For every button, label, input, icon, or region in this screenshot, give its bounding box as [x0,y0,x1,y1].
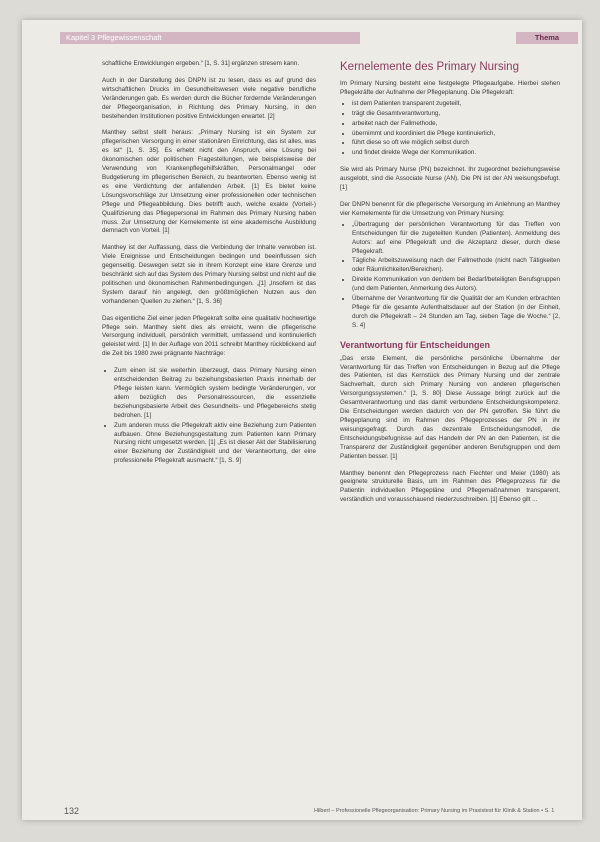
list-item: • Tägliche Arbeitszuweisung nach der Fallmethode (nicht nach Tätigkeiten oder Räumlichkeiten/Bereichen). [352,257,560,275]
paragraph: Manthey selbst stellt heraus: „Primary Nursing ist ein System zur pflegerischen Versorgung in einer stationären Einrichtung, das ist alles, was es ist“ [1, S. 35]. Es erhebt nicht den Anspruch, eine Lösung bei ökonomischen oder politischen Fragestellungen, wie beispielsweise der Verwendung von Krankenpflegehilfskräften, Personalmangel oder Budgetierung im pflegerischen Bereich, zu beantworten. Ebenso wenig ist es eine Verdichtung der anfallenden Arbeit. [1] Es bietet keine Lösungsvorschläge zur Umsetzung einer professionellen oder technischen Pflege und Pflegeabbildung. Dies betrifft auch, welche exakte (Vorteil-) Qualifizierung das Pflegepersonal im Rahmen des Primary Nursing haben muss. Zur Umsetzung der Kernelemente ist eine akademische Ausbildung demnach von Vorteil. [1] [102,129,316,235]
page-number: 132 [64,806,80,816]
paragraph: Im Primary Nursing besteht eine festgelegte Pflegeaufgabe. Hierbei stehen Pflegekräfte der Aufnahme der Pflegeplanung. Die Pflegekraft: [340,80,560,96]
list-item: • Übernahme der Verantwortung für die Qualität der am Kunden erbrachten Pflege für die gesamte Aufenthaltsdauer auf der Station (in der Einheit, durch die Pflegekraft – 24 Stunden am Tag, sieben Tage die Woche.“ [2, S. 4] [352,295,560,331]
paragraph: Auch in der Darstellung des DNPN ist zu lesen, dass es auf grund des wirtschaftlichen Drucks im Gesundheitswesen viele negative berufliche Veränderungen gab. Es werden durch die Bücher fordernde Veränderungen der Pflegeorganisation, in Richtung des Primary Nursing, in den bestehenden Institutionen positive Entwicklungen erwartet. [2] [102,76,316,120]
header-bar [22,32,582,44]
paragraph: „Das erste Element, die persönliche persönliche Übernahme der Verantwortung für das Treffen von Entscheidungen in Bezug auf die Pflege des Patienten, ist das Kernstück des Primary Nursing und der zentrale Sachverhalt, durch sich Primary Nursing von anderen pflegerischen Versorgungssystemen.“ [1, S. 80] Diese Aussage bringt zurück auf die Gesamtverantwortung und das damit verbundene Entscheidungskompetenz. Die Entscheidungen werden dadurch von der PN getroffen. Sie führt die Pflegeplanung sind im Rahmen des Pflegeprozesses der PN in ihr weisungsgefragt. Durch das dezentrale Entscheidungsmodell, die Entscheidungsbefugnisse auf das Handeln der PN an den Patienten, ist die Transparenz der Zuständigkeit gegenüber anderen Berufsgruppen und dem Patienten besser. [1] [340,354,560,460]
paragraph: Manthey benennt den Pflegeprozess nach Fiechter und Meier (1980) als geeignete strukturelle Basis, um im Rahmen des Pflegeprozess für die Patientin individuellen Pflegepläne und Pflegemaßnahmen transparent, verständlich und vorausschauend niederzuschreiben. [1] Ebenso gilt ... [340,469,560,504]
paragraph: Das eigentliche Ziel einer jeden Pflegekraft sollte eine qualitativ hochwertige Pflege sein. Manthey sieht dies als erreicht, wenn die pflegerische Versorgung individuell, persönlich vermittelt, umfassend und kontinuierlich geleistet wird. [1] In der Auflage von 2011 schreibt Manthey rückblickend auf die Zeit bis 1980 zwei prägnante Nachträge: [102,314,316,358]
bullet-list [340,100,560,158]
paragraph: Manthey ist der Auffassung, dass die Verbindung der Inhalte verwoben ist. Viele Ereignisse und Entscheidungen bedingen und beeinflussen sich gegenseitig. Deswegen setzt sie in ihrem Konzept eine klare Grenze und beschränkt sich auf das System des Primary Nursing selbst und nicht auf die politischen und ökonomischen Rahmenbedingungen. „[1] „Insofern ist das System darauf hin angelegt, den größtmöglichen Nutzen aus den vorhandenen Quellen zu ziehen.“ [1, S. 36] [102,244,316,305]
footer-text: Hilbert – Professionelle Pflegeorganisation: Primary Nursing im Praxistest für Klinik & Station • S. 1 [314,808,555,814]
theme-label: Thema [516,32,578,44]
list-item: • und findet direkte Wege der Kommunikation. [352,149,560,158]
list-item: • Zum anderen muss die Pflegekraft aktiv eine Beziehung zum Patienten aufbauen. Ohne Beziehungsgestaltung zum Patienten kann Primary Nursing nicht umgesetzt werden. [1] „Es ist dieser Akt der Stabilisierung einer Beziehung der Zuständigkeit und der Verantwortung, der eine professionelle Pflegekraft ausmacht.“ [1, S. 9] [114,422,316,467]
list-item: • Direkte Kommunikation von der/dem bei Bedarf/beteiligten Berufsgruppen (und dem Patienten, Anmerkung des Autors). [352,276,560,294]
paragraph: Sie wird als Primary Nurse (PN) bezeichnet. Ihr zugeordnet beziehungsweise ausgelobt, sind die Associate Nurse (AN). Die PN ist der AN weisungsbefugt. [1] [340,166,560,192]
list-item: • ist dem Patienten transparent zugeteilt, [352,100,560,109]
document-page [22,20,582,820]
list-item: • führt diese so oft wie möglich selbst durch [352,139,560,148]
paragraph: schaftliche Entwicklungen ergeben.“ [1, S. 31] ergänzen stresem kann. [102,60,300,67]
list-item: • übernimmt und koordiniert die Pflege kontinuierlich, [352,130,560,139]
list-item: • trägt die Gesamtverantwortung, [352,110,560,119]
paragraph: Der DNPN benennt für die pflegerische Versorgung im Anlehnung an Manthey vier Kernelemente für die Umsetzung von Primary Nursing: [340,200,560,217]
subsection-heading: Verantwortung für Entscheidungen [340,339,491,350]
bullet-list [340,221,560,331]
bullet-list [102,367,316,466]
list-item: • Zum einen ist sie weiterhin überzeugt, dass Primary Nursing einen entscheidenden Beitrag zu beziehungsbasierten Praxis innerhalb der Pflege leisten kann. Vermöglich system bedingte Veränderungen, vor allem bezüglich des Personalressourcen, die essenzielle beziehungsbasierte Arbeit des Gesundheits- und Pflegebereichs stetig bedrohen. [1] [114,367,316,420]
section-label: Kapitel 3 Pflegewissenschaft [60,32,360,44]
list-item: • arbeitet nach der Fallmethode, [352,120,560,129]
section-heading: Kernelemente des Primary Nursing [340,61,519,73]
right-column [340,60,560,513]
list-item: • „Übertragung der persönlichen Verantwortung für das Treffen von Entscheidungen für die zugeteilten Kunden (Patienten). Anmeldung des Autors: auf eine Pflegekraft und die Akzeptanz dieser, durch diese Pflegekraft. [352,221,560,257]
left-column [102,60,316,474]
